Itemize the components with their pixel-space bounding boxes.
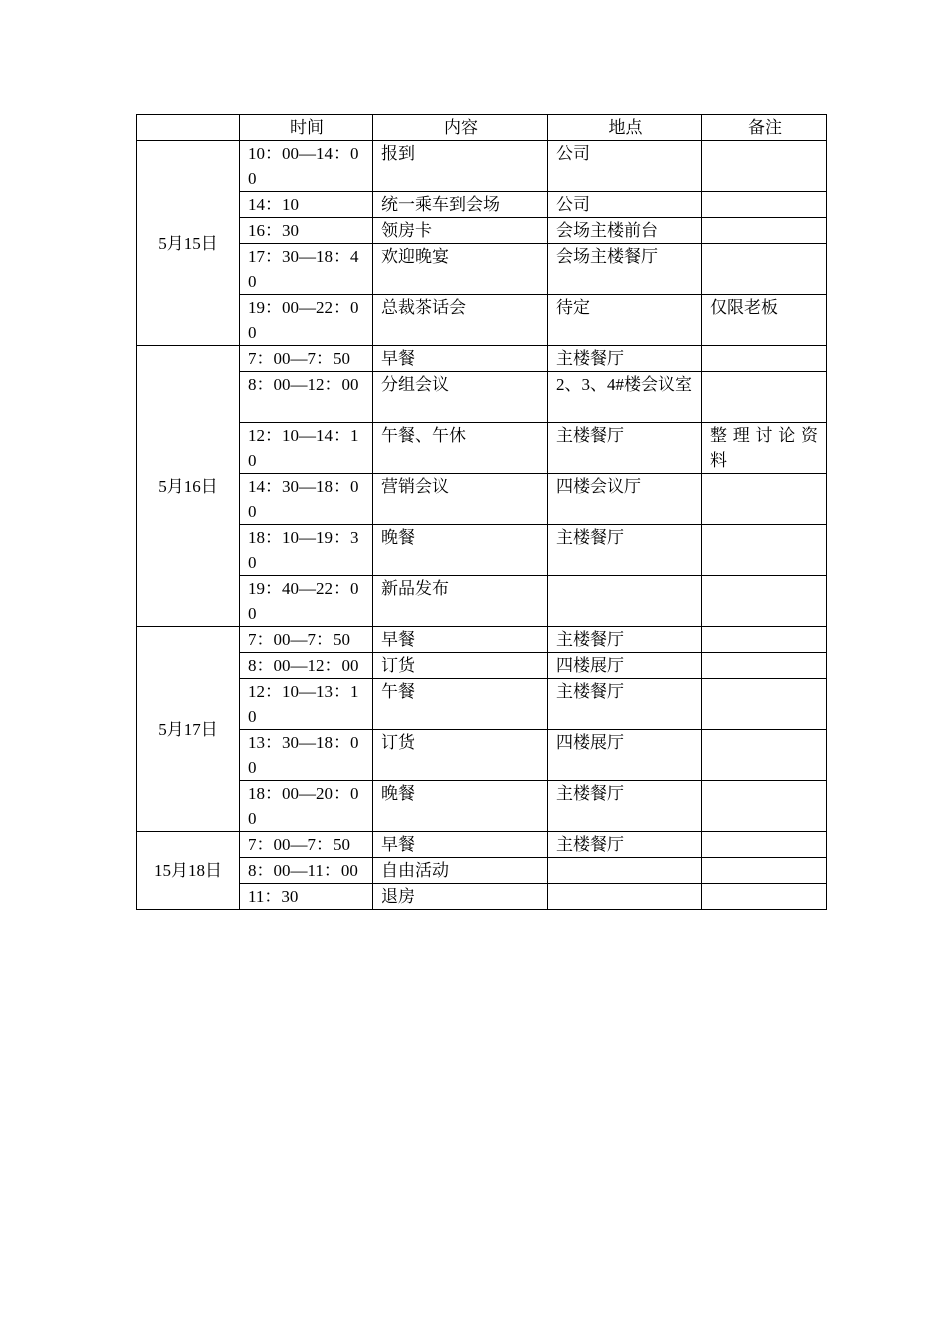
time-cell: 8：00—11：00 xyxy=(240,858,373,884)
note-cell xyxy=(702,244,827,295)
content-cell: 早餐 xyxy=(373,627,548,653)
place-cell: 公司 xyxy=(548,192,702,218)
note-cell xyxy=(702,884,827,910)
time-cell: 18：10—19：30 xyxy=(240,525,373,576)
table-row xyxy=(137,141,827,192)
note-cell xyxy=(702,372,827,423)
table-row xyxy=(137,525,827,576)
content-cell: 退房 xyxy=(373,884,548,910)
content-cell: 分组会议 xyxy=(373,372,548,423)
time-cell: 10：00—14：00 xyxy=(240,141,373,192)
place-cell xyxy=(548,858,702,884)
time-cell: 12：10—13：10 xyxy=(240,679,373,730)
time-cell: 11：30 xyxy=(240,884,373,910)
time-cell: 7：00—7：50 xyxy=(240,346,373,372)
content-cell: 自由活动 xyxy=(373,858,548,884)
place-cell: 主楼餐厅 xyxy=(548,627,702,653)
table-row xyxy=(137,346,827,372)
time-cell: 12：10—14：10 xyxy=(240,423,373,474)
content-cell: 订货 xyxy=(373,730,548,781)
header-content: 内容 xyxy=(373,115,548,141)
header-row xyxy=(137,115,827,141)
table-row xyxy=(137,679,827,730)
note-cell: 仅限老板 xyxy=(702,295,827,346)
time-cell: 19：40—22：00 xyxy=(240,576,373,627)
time-cell: 14：30—18：00 xyxy=(240,474,373,525)
place-cell: 四楼展厅 xyxy=(548,653,702,679)
table-row xyxy=(137,832,827,858)
content-cell: 午餐 xyxy=(373,679,548,730)
place-cell: 2、3、4#楼会议室 xyxy=(548,372,702,423)
note-cell xyxy=(702,192,827,218)
note-cell xyxy=(702,858,827,884)
note-cell xyxy=(702,781,827,832)
place-cell: 主楼餐厅 xyxy=(548,525,702,576)
table-row xyxy=(137,295,827,346)
note-cell xyxy=(702,730,827,781)
time-cell: 16：30 xyxy=(240,218,373,244)
table-row xyxy=(137,244,827,295)
date-cell: 5月17日 xyxy=(137,627,240,832)
place-cell xyxy=(548,884,702,910)
time-cell: 7：00—7：50 xyxy=(240,627,373,653)
time-cell: 7：00—7：50 xyxy=(240,832,373,858)
header-date xyxy=(137,115,240,141)
note-cell xyxy=(702,218,827,244)
table-row xyxy=(137,192,827,218)
header-place: 地点 xyxy=(548,115,702,141)
place-cell: 主楼餐厅 xyxy=(548,781,702,832)
content-cell: 晚餐 xyxy=(373,525,548,576)
place-cell: 会场主楼前台 xyxy=(548,218,702,244)
table-row xyxy=(137,576,827,627)
table-row xyxy=(137,423,827,474)
date-cell: 5月15日 xyxy=(137,141,240,346)
content-cell: 欢迎晚宴 xyxy=(373,244,548,295)
place-cell: 主楼餐厅 xyxy=(548,679,702,730)
time-cell: 18：00—20：00 xyxy=(240,781,373,832)
date-cell: 5月16日 xyxy=(137,346,240,627)
time-cell: 19：00—22：00 xyxy=(240,295,373,346)
time-cell: 8：00—12：00 xyxy=(240,372,373,423)
note-cell xyxy=(702,679,827,730)
table-row xyxy=(137,781,827,832)
content-cell: 早餐 xyxy=(373,832,548,858)
content-cell: 营销会议 xyxy=(373,474,548,525)
table-row xyxy=(137,474,827,525)
table-row xyxy=(137,653,827,679)
note-cell xyxy=(702,474,827,525)
table-row xyxy=(137,372,827,423)
place-cell: 四楼展厅 xyxy=(548,730,702,781)
place-cell: 主楼餐厅 xyxy=(548,346,702,372)
content-cell: 新品发布 xyxy=(373,576,548,627)
content-cell: 午餐、午休 xyxy=(373,423,548,474)
time-cell: 8：00—12：00 xyxy=(240,653,373,679)
note-cell xyxy=(702,576,827,627)
place-cell xyxy=(548,576,702,627)
content-cell: 领房卡 xyxy=(373,218,548,244)
table-row xyxy=(137,858,827,884)
content-cell: 早餐 xyxy=(373,346,548,372)
header-note: 备注 xyxy=(702,115,827,141)
content-cell: 总裁茶话会 xyxy=(373,295,548,346)
place-cell: 四楼会议厅 xyxy=(548,474,702,525)
place-cell: 待定 xyxy=(548,295,702,346)
table-row xyxy=(137,884,827,910)
header-time: 时间 xyxy=(240,115,373,141)
schedule-table xyxy=(136,114,827,910)
place-cell: 主楼餐厅 xyxy=(548,423,702,474)
note-cell xyxy=(702,627,827,653)
note-cell xyxy=(702,141,827,192)
table-row xyxy=(137,627,827,653)
time-cell: 14：10 xyxy=(240,192,373,218)
place-cell: 会场主楼餐厅 xyxy=(548,244,702,295)
table-row xyxy=(137,218,827,244)
place-cell: 主楼餐厅 xyxy=(548,832,702,858)
content-cell: 统一乘车到会场 xyxy=(373,192,548,218)
note-cell xyxy=(702,346,827,372)
content-cell: 晚餐 xyxy=(373,781,548,832)
time-cell: 17：30—18：40 xyxy=(240,244,373,295)
table-row xyxy=(137,730,827,781)
place-cell: 公司 xyxy=(548,141,702,192)
note-cell xyxy=(702,653,827,679)
note-cell: 整理讨论资料 xyxy=(702,423,827,474)
content-cell: 订货 xyxy=(373,653,548,679)
note-cell xyxy=(702,525,827,576)
note-cell xyxy=(702,832,827,858)
content-cell: 报到 xyxy=(373,141,548,192)
date-cell: 15月18日 xyxy=(137,832,240,910)
time-cell: 13：30—18：00 xyxy=(240,730,373,781)
